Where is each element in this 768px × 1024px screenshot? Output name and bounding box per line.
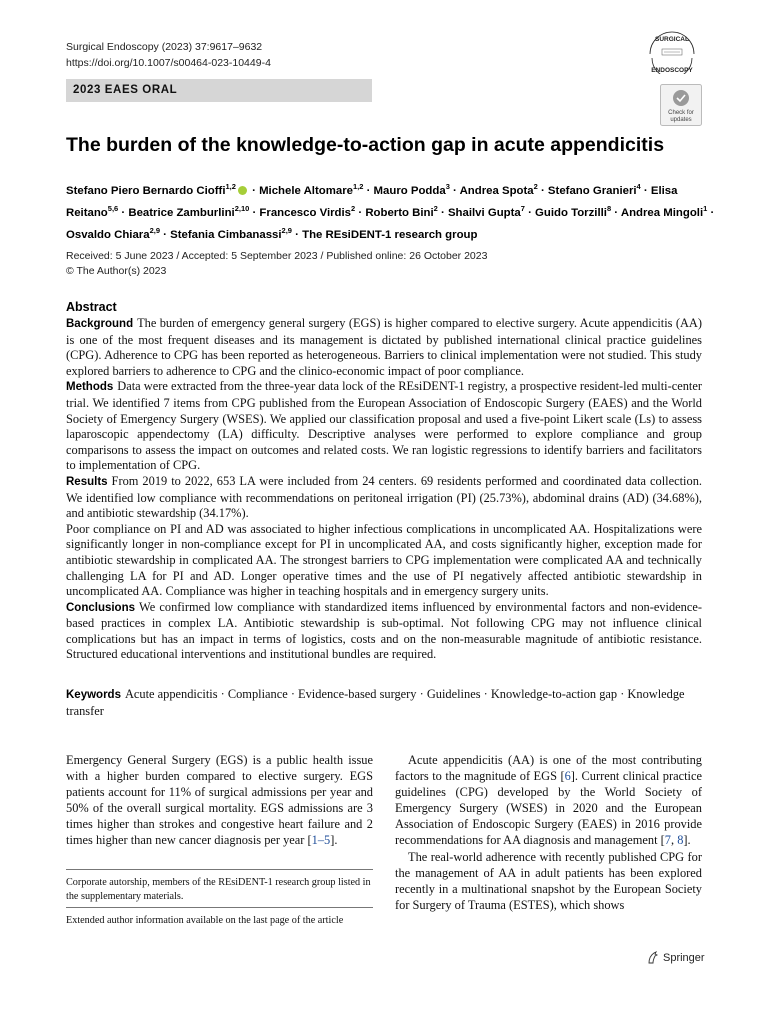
citation-link[interactable]: 1–5 [311,833,331,848]
author-affiliation: 1,2 [352,182,364,191]
publisher-name: Springer [663,951,705,964]
author-affiliation: 2 [433,203,438,213]
author-name[interactable]: Andrea Spota [459,184,534,197]
author-name[interactable]: Osvaldo Chiara [66,228,150,241]
abstract-results [66,474,702,522]
abstract-conclusions [66,600,702,663]
author-name[interactable]: Stefania Cimbanassi [170,228,282,241]
conclusions-label: Conclusions [66,601,136,614]
journal-meta [66,40,271,71]
abstract-heading: Abstract [66,300,117,314]
author-affiliation: 2,9 [149,225,160,235]
paragraph-text: Emergency General Surgery (EGS) is a public health issue with a higher burden compared to elective surgery. EGS patients account for 11% of surgical admissions per year and 50% of the overall surgical mortality. EGS admissions are 3 times higher than strokes and congestive heart failure and 2 times higher than new cancer diagnosis per year [ [66,753,373,848]
keywords-text: Acute appendicitis · Compliance · Evidence-based surgery · Guidelines · Knowledge-to-action gap · Knowledge transfer [66,687,685,718]
copyright-line: © The Author(s) 2023 [66,264,167,277]
methods-text: Data were extracted from the three-year data lock of the REsiDENT-1 registry, a prospective resident-led multi-center trial. We identified 7 items from CPG published from the European Association of Endoscopic Surgery (EAES) and the World Society of Emergency Surgery (WSES). We applied our classification proposal and used a five-point Likert scale (Ls) to assess laparoscopic appendectomy (LA) difficulty. Descriptive analyses were performed to explore compliance and group comparisons to assess the impact on outcomes and related costs. We ran logistic regressions to identify barriers and facilitators to implementation of CPG. [66,379,702,473]
logo-text-bottom: ENDOSCOPY [651,67,693,74]
logo-text-top: SURGICAL [655,36,689,43]
author-separator: · [355,206,366,219]
section-banner: 2023 EAES ORAL [66,79,372,102]
author-affiliation: 2 [351,203,356,213]
author-separator: · [611,206,621,219]
check-updates-line2: updates [670,117,692,123]
abstract-results-2: Poor compliance on PI and AD was associated to higher infectious complications in uncomplicated AA. Hospitalizations were significantly longer in non-compliance except for PI in uncomplicated AA, and costs significantly higher, exception made for antibiotic stewardship in complicated AA. The strongest barriers to CPG implementation were complicated AA and technically challenging LA for PI and AD. Longer operative times and the use of PI negatively affected antibiotic stewardship in uncomplicated AA. Compliance was higher in teaching hospitals and in emergency surgery units. [66,521,702,599]
author-name[interactable]: The REsiDENT-1 research group [302,228,478,241]
background-text: The burden of emergency general surgery (EGS) is higher compared to elective surgery. Acute appendicitis (AA) is one of the most frequent diseases and its management is dictated by published international clinical practice guidelines (CPG). Adherence to CPG has been reported as heterogeneous. Barriers to clinical implementation were not studied. This study explored barriers to adherence to CPG and the clinico-economic impact of poor compliance. [66,316,702,378]
doi-link[interactable]: https://doi.org/10.1007/s00464-023-10449-4 [66,56,271,69]
author-affiliation: 2 [533,182,538,191]
author-separator: · [118,206,129,219]
author-name[interactable]: Shailvi Gupta [447,206,521,219]
author-separator: · [449,184,460,197]
footnote-author-info: Extended author information available on the last page of the article [66,915,344,926]
paragraph-text: Acute appendicitis (AA) is one of the most contributing factors to the magnitude of EGS [ [395,753,702,784]
body-right-column [395,752,702,913]
journal-citation: Surgical Endoscopy (2023) 37:9617–9632 [66,41,263,53]
author-affiliation: 5,6 [107,203,119,213]
conclusions-text: We confirmed low compliance with standardized items influenced by environmental factors and non-evidence-based practices in complex LA. Antibiotic stewardship is sub-optimal. Not following CPG may not influence clinical complications but has an impact in terms of logistics, costs and on the non-measurable magnitude of antibiotic resistance. Structured educational interventions and institutional bundles are required. [66,599,702,662]
body-paragraph [66,752,373,849]
author-separator: · [291,228,303,241]
author-name[interactable]: Andrea Mingoli [620,206,704,219]
keywords-label: Keywords [66,689,121,701]
author-affiliation: 3 [445,182,450,191]
author-affiliation: 7 [520,203,525,213]
author-affiliation: 2,10 [234,203,250,213]
author-name[interactable]: Michele Altomare [259,184,353,197]
publisher-mark [647,951,705,964]
author-name[interactable]: Stefano Piero Bernardo Cioffi [66,184,226,197]
author-separator: · [437,206,448,219]
publication-dates [66,249,487,278]
author-affiliation: 2,9 [281,225,292,235]
results-label: Results [66,475,108,488]
body-paragraph: The real-world adherence with recently published CPG for the management of AA in adult patients has been explored recently in a multinational snapshot by the European Society for Surgery of Trauma (ESTES), which shows [395,849,702,912]
citation-link[interactable]: 8 [677,833,684,848]
body-left-column [66,752,373,849]
springer-horse-icon [647,951,659,964]
dates-line: Received: 5 June 2023 / Accepted: 5 September 2023 / Published online: 26 October 2023 [66,250,488,262]
author-name[interactable]: Elisa Reitano [66,184,678,219]
check-updates-line1: Check for [668,110,694,116]
abstract-methods [66,379,702,474]
journal-logo [640,30,704,74]
author-separator: · [537,184,548,197]
background-label: Background [66,318,134,330]
author-separator: · [707,206,715,219]
author-name[interactable]: Stefano Granieri [547,184,637,197]
methods-label: Methods [66,381,114,394]
orcid-icon[interactable] [238,186,247,195]
author-separator: · [363,184,374,197]
body-paragraph [395,752,702,849]
author-separator: · [160,228,171,241]
citation-separator: , [670,833,678,848]
paragraph-text-end: ]. [683,833,691,848]
abstract-body [66,316,702,663]
keywords [66,687,702,719]
author-affiliation: 1 [703,203,708,213]
author-separator: · [249,206,260,219]
citation-link[interactable]: 7 [664,833,671,848]
author-affiliation: 1,2 [225,182,236,191]
author-name[interactable]: Guido Torzilli [535,206,607,219]
footnote-divider [66,869,373,870]
check-updates-icon [660,84,702,126]
author-name[interactable]: Beatrice Zamburlini [128,206,235,219]
author-name[interactable]: Roberto Bini [365,206,434,219]
footnote-corporate-authorship: Corporate autorship, members of the REsiDENT-1 research group listed in the supplementary materials. [66,877,371,902]
author-affiliation: 4 [636,182,641,191]
paragraph-text-end: ]. [330,833,338,848]
author-name[interactable]: Francesco Virdis [259,206,352,219]
footnote-divider [66,907,373,908]
abstract-background [66,316,702,379]
paragraph-text: ]. Current clinical practice guidelines (CPG) developed by the World Society of Emergency Surgery (WSES) in 2020 and the European Association of Endoscopic Surgery (EAES) in 2016 provide recommendations for AA diagnosis and management [ [395,769,702,848]
author-separator: · [640,184,651,197]
citation-link[interactable]: 6 [564,769,571,784]
author-separator: · [248,184,260,197]
author-affiliation: 8 [606,203,612,213]
author-list [66,178,716,243]
results-text: From 2019 to 2022, 653 LA were included from 24 centers. 69 residents performed and coordinated data collection. We identified low compliance with recommendations on peritoneal irrigation (PI) (25.73%), abdominal drains (AD) (34.68%), and antibiotic stewardship (34.17%). [66,473,702,521]
author-separator: · [524,206,536,219]
author-name[interactable]: Mauro Podda [373,184,446,197]
check-for-updates-button[interactable] [660,84,702,126]
paper-title: The burden of the knowledge-to-action gap in acute appendicitis [66,134,665,156]
